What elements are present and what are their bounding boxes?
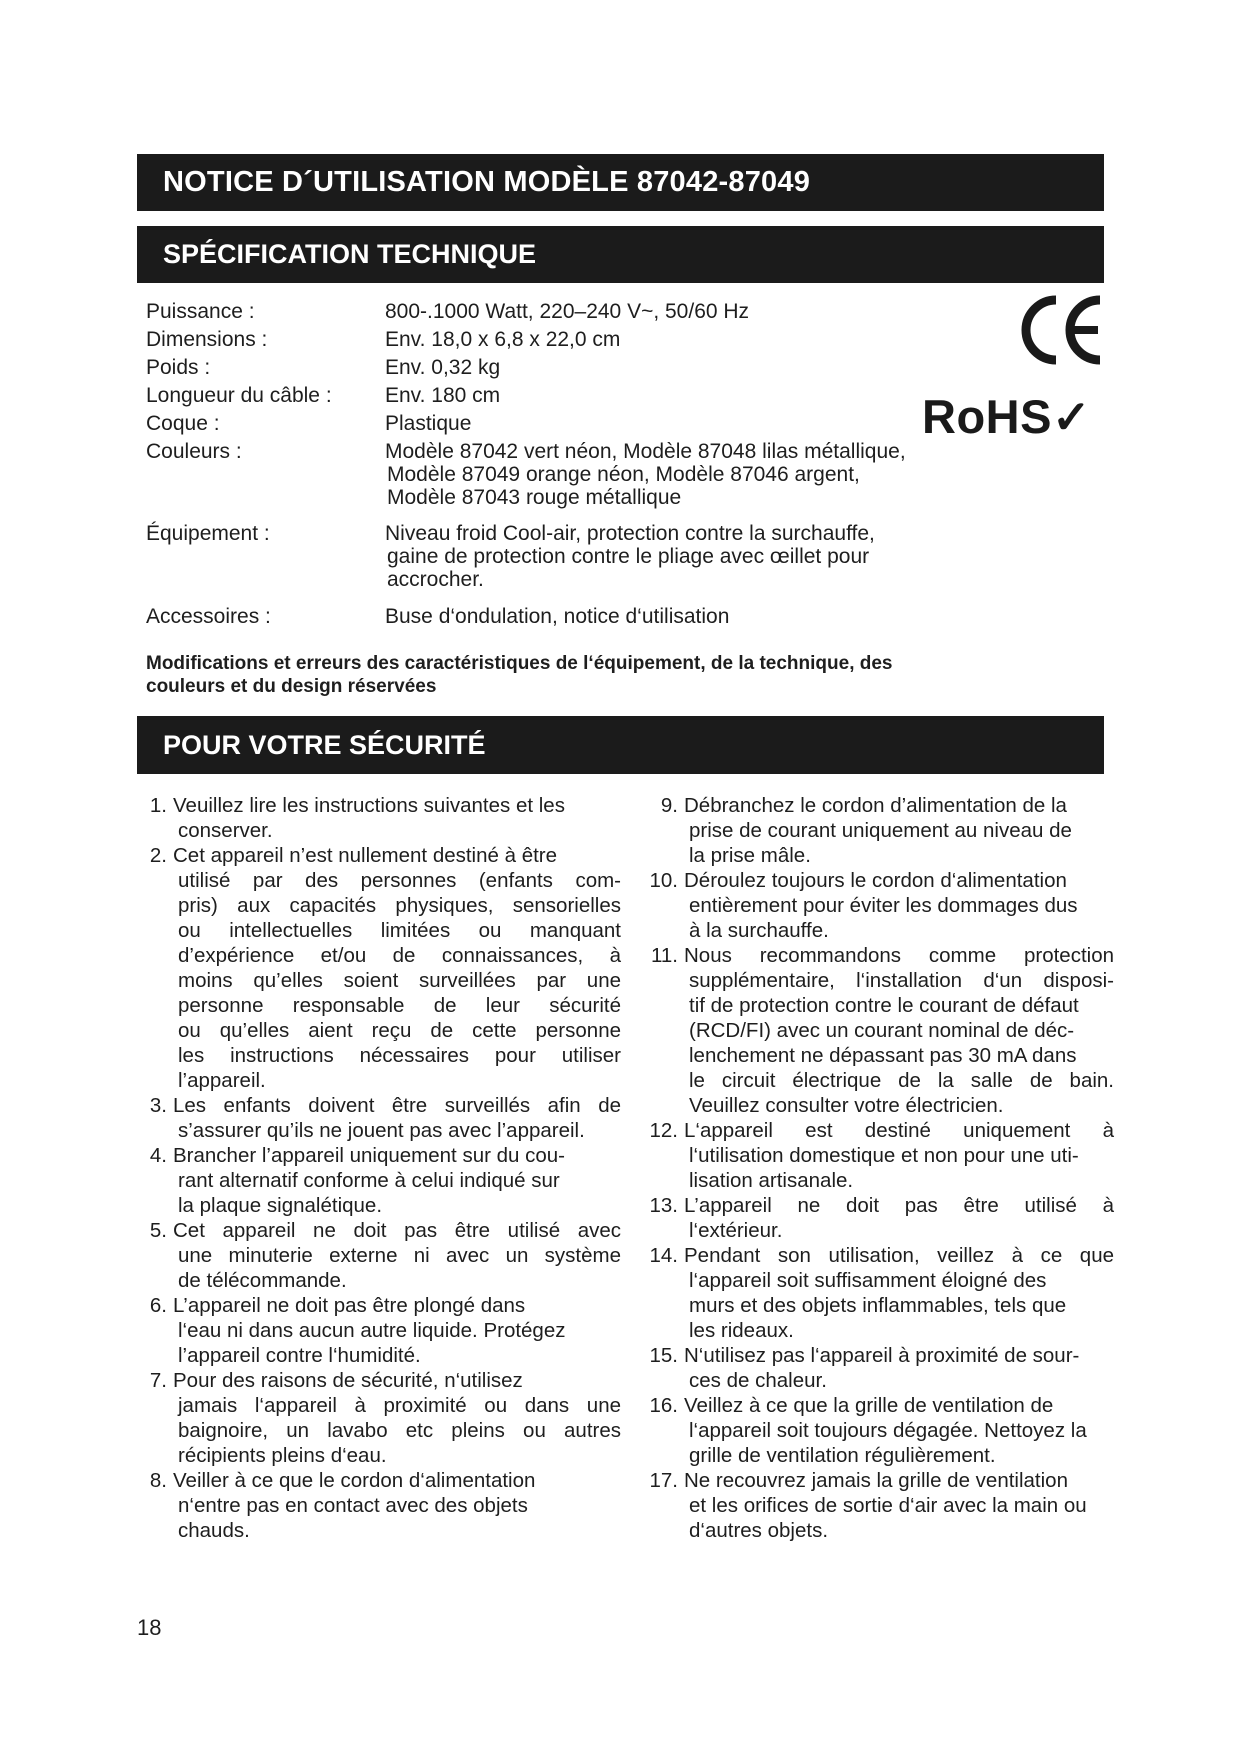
spec-value-line: Buse d‘ondulation, notice d‘utilisation (385, 605, 730, 628)
item-text (173, 1143, 621, 1218)
item-number: 15. (649, 1344, 678, 1367)
safety-item-5 (137, 1218, 621, 1293)
spec-value-line: 800-.1000 Watt, 220–240 V~, 50/60 Hz (385, 300, 750, 323)
item-line: Déroulez toujours le cordon d‘alimentation (684, 869, 1067, 892)
item-line: l‘utilisation domestique et non pour une uti- (689, 1144, 1079, 1167)
checkmark-icon: ✓ (1051, 391, 1091, 443)
spec-row-dimensions (146, 328, 976, 351)
item-line: lisation artisanale. (689, 1169, 854, 1192)
item-line: pris) aux capacités physiques, sensorielles (178, 894, 621, 917)
item-number: 8. (149, 1469, 167, 1492)
item-number: 17. (649, 1469, 678, 1492)
item-line: jamais l‘appareil à proximité ou dans une (178, 1394, 621, 1417)
spec-table (146, 300, 976, 628)
item-number: 1. (149, 794, 167, 817)
item-line: Veuillez lire les instructions suivantes et les (173, 794, 565, 817)
item-line: L’appareil ne doit pas être plongé dans (173, 1294, 526, 1317)
item-number: 5. (149, 1219, 167, 1242)
spec-row-housing (146, 412, 976, 435)
safety-section-heading: POUR VOTRE SÉCURITÉ (137, 716, 1104, 774)
item-number: 10. (649, 869, 678, 892)
safety-item-12 (639, 1118, 1114, 1193)
item-line: rant alternatif conforme à celui indiqué sur (178, 1169, 560, 1192)
safety-item-17 (639, 1468, 1114, 1543)
item-line: ou qu’elles aient reçu de cette personne (178, 1019, 621, 1042)
item-line: supplémentaire, l‘installation d‘un disposi- (689, 969, 1114, 992)
safety-item-1 (137, 793, 621, 843)
page-title: NOTICE D´UTILISATION MODÈLE 87042-87049 (137, 154, 1104, 211)
safety-item-4 (137, 1143, 621, 1218)
safety-item-9 (639, 793, 1114, 868)
item-text (684, 1243, 1114, 1343)
spec-value-line: Env. 18,0 x 6,8 x 22,0 cm (385, 328, 621, 351)
item-line: personne responsable de leur sécurité (178, 994, 621, 1017)
spec-value-line: Env. 180 cm (385, 384, 501, 407)
item-line: l’appareil. (178, 1069, 266, 1092)
item-line: l’appareil contre l‘humidité. (178, 1344, 421, 1367)
spec-value (385, 522, 976, 591)
spec-value (385, 412, 976, 435)
item-line: l‘eau ni dans aucun autre liquide. Protégez (178, 1319, 566, 1342)
item-text (173, 1368, 621, 1468)
item-line: le circuit électrique de la salle de bain. (689, 1069, 1114, 1092)
item-text (684, 943, 1114, 1118)
item-text (173, 1093, 621, 1143)
item-line: conserver. (178, 819, 273, 842)
item-line: Les enfants doivent être surveillés afin de (173, 1094, 621, 1117)
safety-item-8 (137, 1468, 621, 1543)
item-line: Veillez à ce que la grille de ventilation de (684, 1394, 1054, 1417)
item-line: de télécommande. (178, 1269, 347, 1292)
item-number: 6. (149, 1294, 167, 1317)
item-line: Veiller à ce que le cordon d‘alimentation (173, 1469, 536, 1492)
item-line: s’assurer qu’ils ne jouent pas avec l’appareil. (178, 1119, 585, 1142)
item-line: la plaque signalétique. (178, 1194, 383, 1217)
item-line: les rideaux. (689, 1319, 794, 1342)
spec-label: Longueur du câble : (146, 384, 332, 407)
spec-row-accessories (146, 605, 976, 628)
item-line: Débranchez le cordon d’alimentation de la (684, 794, 1067, 817)
item-line: utilisé par des personnes (enfants com- (178, 869, 621, 892)
spec-value (385, 384, 976, 407)
item-line: et les orifices de sortie d‘air avec la main ou (689, 1494, 1087, 1517)
item-line: tif de protection contre le courant de défaut (689, 994, 1079, 1017)
item-text (173, 1218, 621, 1293)
spec-value-line: gaine de protection contre le pliage avec œillet pour (387, 545, 870, 568)
spec-value-line: Modèle 87043 rouge métallique (387, 486, 682, 509)
item-line: Brancher l’appareil uniquement sur du cou- (173, 1144, 566, 1167)
item-number: 4. (149, 1144, 167, 1167)
safety-item-11 (639, 943, 1114, 1118)
item-number: 11. (651, 944, 678, 967)
item-line: Veuillez consulter votre électricien. (689, 1094, 1004, 1117)
spec-value-line: Modèle 87042 vert néon, Modèle 87048 lilas métallique, (385, 440, 906, 463)
safety-item-10 (639, 868, 1114, 943)
item-text (173, 793, 621, 843)
item-text (684, 1343, 1114, 1393)
item-line: L’appareil ne doit pas être utilisé à (684, 1194, 1114, 1217)
spec-row-power (146, 300, 976, 323)
spec-row-equipment (146, 522, 976, 591)
spec-row-colors (146, 440, 976, 509)
spec-value-line: Modèle 87049 orange néon, Modèle 87046 argent, (387, 463, 860, 486)
spec-row-weight (146, 356, 976, 379)
spec-value-line: Plastique (385, 412, 472, 435)
item-line: Cet appareil ne doit pas être utilisé avec (173, 1219, 621, 1242)
item-line: grille de ventilation régulièrement. (689, 1444, 996, 1467)
safety-list-left (137, 793, 621, 1543)
item-line: n‘entre pas en contact avec des objets (178, 1494, 528, 1517)
safety-item-13 (639, 1193, 1114, 1243)
rohs-text: RoHS (922, 390, 1052, 443)
item-line: Cet appareil n’est nullement destiné à être (173, 844, 558, 867)
item-line: N‘utilisez pas l‘appareil à proximité de sour- (684, 1344, 1080, 1367)
item-line: l‘appareil soit suffisamment éloigné des (689, 1269, 1047, 1292)
item-text (173, 1468, 621, 1543)
item-line: ou intellectuelles limitées ou manquant (178, 919, 621, 942)
item-line: Pendant son utilisation, veillez à ce que (684, 1244, 1114, 1267)
item-line: à la surchauffe. (689, 919, 829, 942)
item-number: 12. (649, 1119, 678, 1142)
item-line: (RCD/FI) avec un courant nominal de déc- (689, 1019, 1075, 1042)
safety-item-14 (639, 1243, 1114, 1343)
spec-value-line: accrocher. (387, 568, 484, 591)
safety-item-7 (137, 1368, 621, 1468)
spec-label: Poids : (146, 356, 211, 379)
item-line: d’expérience et/ou de connaissances, à (178, 944, 621, 967)
reservation-notice: Modifications et erreurs des caractéristiques de l‘équipement, de la technique, des couleurs et du design réservées (146, 653, 893, 697)
item-line: chauds. (178, 1519, 250, 1542)
spec-value (385, 440, 976, 509)
item-line: baignoire, un lavabo etc pleins ou autres (178, 1419, 621, 1442)
item-text (684, 1468, 1114, 1543)
spec-value (385, 300, 976, 323)
item-text (173, 843, 621, 1093)
item-line: Nous recommandons comme protection (684, 944, 1114, 967)
item-text (684, 868, 1114, 943)
page-number: 18 (137, 1615, 162, 1640)
item-line: moins qu’elles soient surveillées par une (178, 969, 621, 992)
safety-item-2 (137, 843, 621, 1093)
spec-section-heading: SPÉCIFICATION TECHNIQUE (137, 226, 1104, 283)
spec-label: Puissance : (146, 300, 255, 323)
spec-value-line: Niveau froid Cool-air, protection contre la surchauffe, (385, 522, 875, 545)
item-line: ces de chaleur. (689, 1369, 827, 1392)
item-line: Ne recouvrez jamais la grille de ventilation (684, 1469, 1068, 1492)
safety-list-right (639, 793, 1114, 1543)
item-line: l‘appareil soit toujours dégagée. Nettoyez la (689, 1419, 1087, 1442)
spec-value (385, 328, 976, 351)
item-line: prise de courant uniquement au niveau de (689, 819, 1072, 842)
spec-value (385, 356, 976, 379)
item-line: l‘extérieur. (689, 1219, 783, 1242)
item-number: 9. (660, 794, 678, 817)
item-number: 2. (149, 844, 167, 867)
item-text (684, 793, 1114, 868)
item-line: les instructions nécessaires pour utiliser (178, 1044, 621, 1067)
item-line: une minuterie externe ni avec un système (178, 1244, 621, 1267)
item-line: récipients pleins d‘eau. (178, 1444, 387, 1467)
item-line: entièrement pour éviter les dommages dus (689, 894, 1078, 917)
spec-value (385, 605, 976, 628)
item-line: lenchement ne dépassant pas 30 mA dans (689, 1044, 1077, 1067)
spec-label: Équipement : (146, 522, 270, 545)
item-line: L‘appareil est destiné uniquement à (684, 1119, 1114, 1142)
safety-item-3 (137, 1093, 621, 1143)
spec-value-line: Env. 0,32 kg (385, 356, 501, 379)
item-text (173, 1293, 621, 1368)
spec-row-cable-length (146, 384, 976, 407)
item-line: la prise mâle. (689, 844, 811, 867)
spec-label: Coque : (146, 412, 220, 435)
item-line: Pour des raisons de sécurité, n‘utilisez (173, 1369, 523, 1392)
item-line: d‘autres objets. (689, 1519, 829, 1542)
safety-item-6 (137, 1293, 621, 1368)
item-text (684, 1393, 1114, 1468)
item-text (684, 1118, 1114, 1193)
rohs-logo (922, 390, 1091, 444)
item-number: 16. (649, 1394, 678, 1417)
item-text (684, 1193, 1114, 1243)
safety-item-16 (639, 1393, 1114, 1468)
item-number: 13. (649, 1194, 678, 1217)
item-number: 7. (149, 1369, 167, 1392)
item-number: 14. (649, 1244, 678, 1267)
safety-item-15 (639, 1343, 1114, 1393)
item-number: 3. (149, 1094, 167, 1117)
spec-label: Dimensions : (146, 328, 268, 351)
item-line: murs et des objets inflammables, tels que (689, 1294, 1067, 1317)
spec-label: Couleurs : (146, 440, 242, 463)
spec-label: Accessoires : (146, 605, 271, 628)
ce-mark-icon (1016, 292, 1106, 368)
